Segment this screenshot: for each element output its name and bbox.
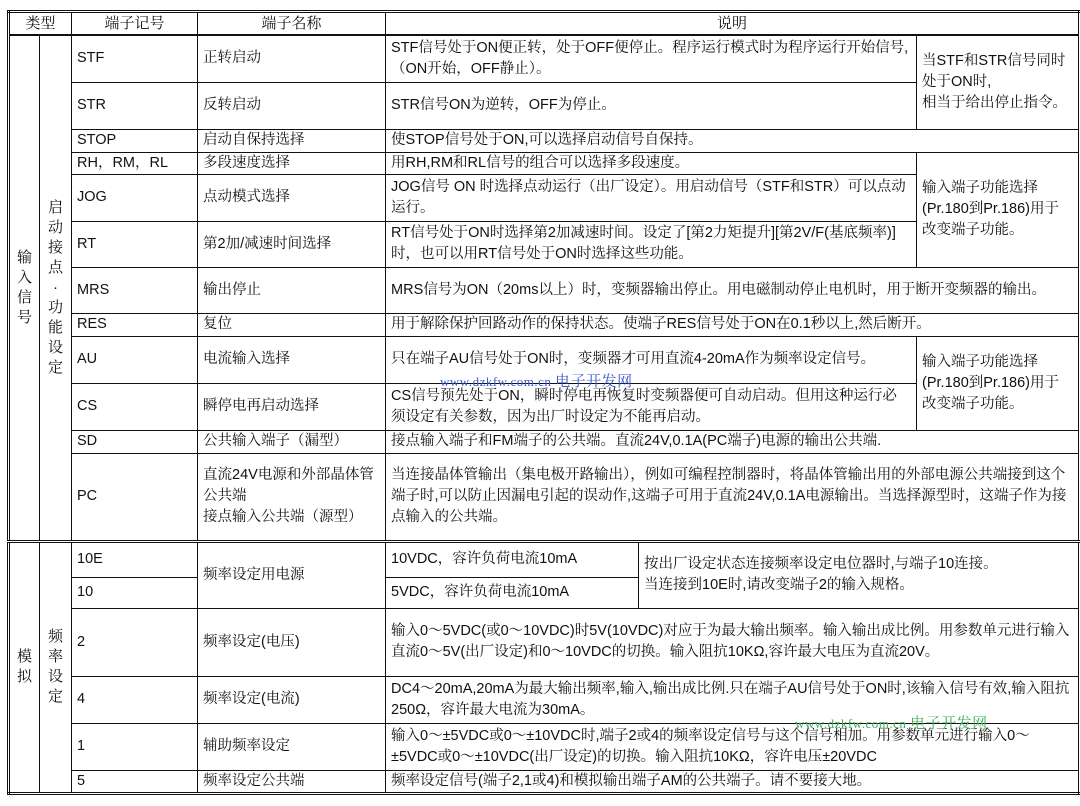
table-row [9,608,1080,676]
desc-cell: DC4～20mA,20mA为最大输出频率,输入,输出成比例.只在端子AU信号处于ON时,该输入信号有效,输入阻抗250Ω，容许最大电流为30mA。 [386,676,1080,723]
desc-cell: CS信号预先处于ON，瞬时停电再恢复时变频器便可自动启动。但用这种运行必须设定有关参数，因为出厂时设定为不能再启动。 [386,383,917,430]
watermark-url: www.dzkfw.com.cn [440,374,552,389]
desc-cell: 使STOP信号处于ON,可以选择启动信号自保持。 [386,129,1080,152]
code-cell: STF [72,35,198,82]
code-cell: CS [72,383,198,430]
desc-cell: 只在端子AU信号处于ON时，变频器才可用直流4-20mA作为频率设定信号。 [386,336,917,383]
watermark-name: 电子开发网 [910,715,988,732]
code-cell: 1 [72,723,198,770]
table-row [9,35,1080,82]
group-analog: 模拟 [9,541,40,793]
name-cell: 正转启动 [198,35,386,82]
code-cell: RES [72,313,198,336]
note-cell: 输入端子功能选择(Pr.180到Pr.186)用于改变端子功能。 [917,336,1080,430]
code-cell: 5 [72,770,198,793]
desc-cell: RT信号处于ON时选择第2加减速时间。设定了[第2力矩提升][第2V/F(基底频率)]时，也可以用RT信号处于ON时选择这些功能。 [386,221,917,267]
name-cell: 频率设定(电流) [198,676,386,723]
desc-cell: JOG信号 ON 时选择点动运行（出厂设定）。用启动信号（STF和STR）可以点动运行。 [386,174,917,221]
subgroup-analog: 频率设定 [40,541,72,793]
name-cell: 点动模式选择 [198,174,386,221]
desc-cell: 接点输入端子和FM端子的公共端。直流24V,0.1A(PC端子)电源的输出公共端. [386,430,1080,453]
note-cell: 当STF和STR信号同时处于ON时, 相当于给出停止指令。 [917,35,1080,129]
watermark [795,712,988,733]
desc-cell: 当连接晶体管输出（集电极开路输出），例如可编程控制器时，将晶体管输出用的外部电源公共端接到这个端子时,可以防止因漏电引起的误动作,这端子可用于直流24V,0.1A电源输出。当选择源型时，这端子作为接点输入的公共端。 [386,453,1080,541]
name-cell: 公共输入端子（漏型） [198,430,386,453]
name-cell: 辅助频率设定 [198,723,386,770]
watermark-name: 电子开发网 [555,373,633,390]
code-cell: 10E [72,541,198,577]
name-cell: 启动自保持选择 [198,129,386,152]
desc-cell: 10VDC，容许负荷电流10mA [386,541,639,577]
desc-cell: 用RH,RM和RL信号的组合可以选择多段速度。 [386,152,917,174]
watermark [440,370,633,391]
name-cell: 频率设定(电压) [198,608,386,676]
code-cell: 10 [72,577,198,608]
watermark-url: www.dzkfw.com.cn [795,716,907,731]
name-cell: 多段速度选择 [198,152,386,174]
table-row [9,453,1080,541]
group-input: 输入信号 [9,35,40,541]
table-row [9,152,1080,174]
desc-cell: STF信号处于ON便正转，处于OFF便停止。程序运行模式时为程序运行开始信号,（ON开始，OFF静止）。 [386,35,917,82]
name-cell: 频率设定公共端 [198,770,386,793]
header-type: 类型 [9,12,72,36]
name-cell: 输出停止 [198,267,386,313]
code-cell: STR [72,82,198,129]
code-cell: PC [72,453,198,541]
desc-cell: 用于解除保护回路动作的保持状态。使端子RES信号处于ON在0.1秒以上,然后断开。 [386,313,1080,336]
code-cell: MRS [72,267,198,313]
name-cell: 第2加/减速时间选择 [198,221,386,267]
desc-cell: 输入0～±5VDC或0～±10VDC时,端子2或4的频率设定信号与这个信号相加。用参数单元进行输入0～±5VDC或0～±10VDC(出厂设定)的切换。输入阻抗10KΩ，容许电压±20VDC [386,723,1080,770]
name-cell: 瞬停电再启动选择 [198,383,386,430]
name-cell: 直流24V电源和外部晶体管公共端 接点输入公共端（源型） [198,453,386,541]
desc-cell: STR信号ON为逆转，OFF为停止。 [386,82,917,129]
name-cell: 反转启动 [198,82,386,129]
note-cell: 按出厂设定状态连接频率设定电位器时,与端子10连接。 当连接到10E时,请改变端子2的输入规格。 [639,541,1080,608]
table-row [9,267,1080,313]
header-code: 端子记号 [72,12,198,36]
code-cell: RH，RM，RL [72,152,198,174]
code-cell: 2 [72,608,198,676]
desc-cell: 频率设定信号(端子2,1或4)和模拟输出端子AM的公共端子。请不要接大地。 [386,770,1080,793]
desc-cell: 输入0～5VDC(或0～10VDC)时5V(10VDC)对应于为最大输出频率。输入输出成比例。用参数单元进行输入直流0～5V(出厂设定)和0～10VDC的切换。输入阻抗10KΩ,容许最大电压为直流20V。 [386,608,1080,676]
table-row [9,129,1080,152]
desc-cell: MRS信号为ON（20ms以上）时，变频器输出停止。用电磁制动停止电机时，用于断开变频器的输出。 [386,267,1080,313]
table-row [9,430,1080,453]
name-cell: 频率设定用电源 [198,541,386,608]
code-cell: SD [72,430,198,453]
terminal-spec-table [7,10,1080,795]
header-row [9,12,1080,36]
desc-cell: 5VDC，容许负荷电流10mA [386,577,639,608]
table-row [9,313,1080,336]
code-cell: 4 [72,676,198,723]
name-cell: 复位 [198,313,386,336]
header-name: 端子名称 [198,12,386,36]
code-cell: JOG [72,174,198,221]
header-desc: 说明 [386,12,1080,36]
code-cell: RT [72,221,198,267]
name-cell: 电流输入选择 [198,336,386,383]
table-row [9,770,1080,793]
note-cell: 输入端子功能选择(Pr.180到Pr.186)用于改变端子功能。 [917,152,1080,267]
subgroup-input: 启动接点·功能设定 [40,35,72,541]
table-row [9,541,1080,577]
code-cell: AU [72,336,198,383]
code-cell: STOP [72,129,198,152]
